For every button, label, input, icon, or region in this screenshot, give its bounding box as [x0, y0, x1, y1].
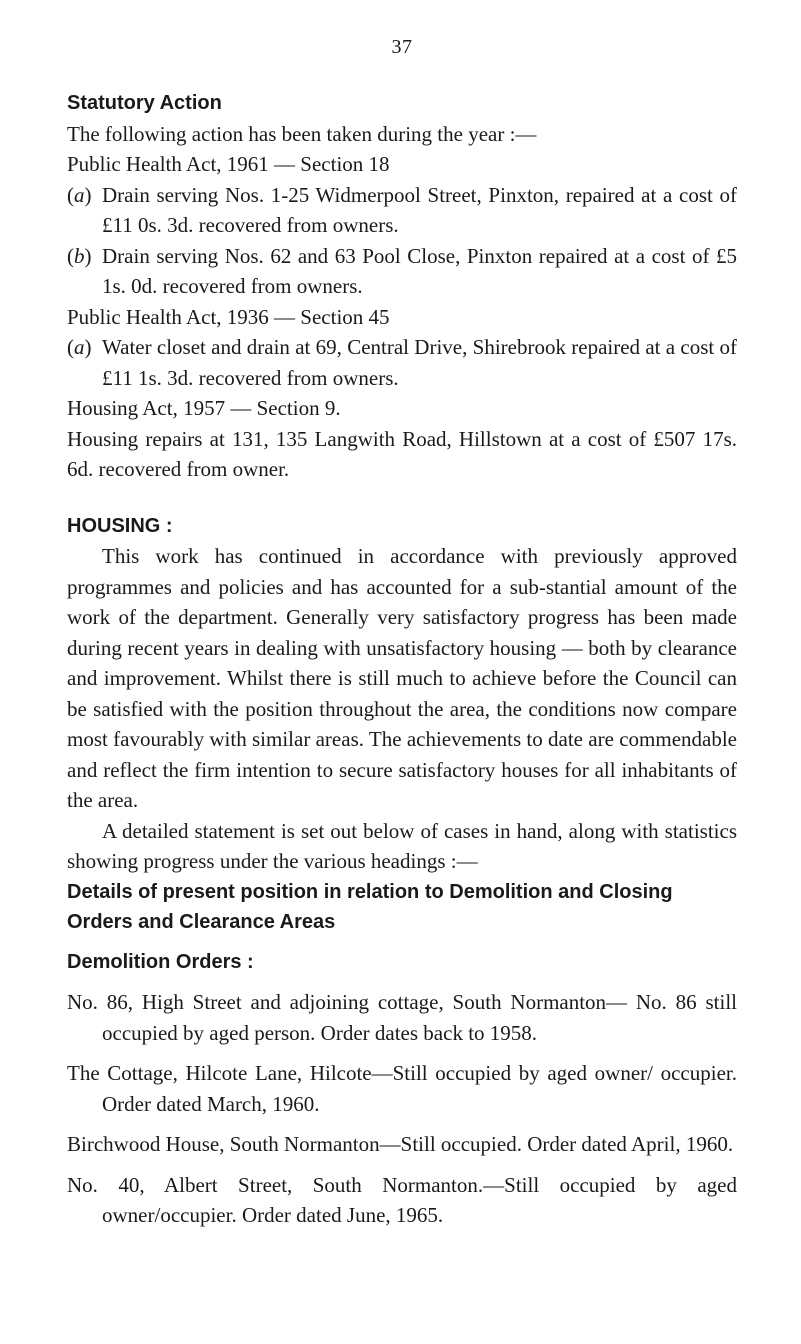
item-marker: (b)	[67, 243, 92, 268]
act-heading-1936: Public Health Act, 1936 — Section 45	[67, 304, 390, 329]
page-number: 37	[391, 36, 413, 58]
act-heading-1961: Public Health Act, 1961 — Section 18	[67, 152, 390, 176]
item-text: Drain serving Nos. 1-25 Widmerpool Street, Pinxton, repaired at a cost of £11 0s. 3d. recovered from owners.	[102, 182, 737, 237]
item-marker: (a)	[67, 335, 92, 359]
demolition-orders-heading: Demolition Orders :	[67, 950, 254, 973]
item-marker: (a)	[67, 182, 92, 207]
list-item	[67, 241, 737, 302]
housing-repairs-text: Housing repairs at 131, 135 Langwith Road, Hillstown at a cost of £507 17s. 6d. recovered from owner.	[67, 426, 737, 481]
statutory-action-heading: Statutory Action	[67, 92, 222, 114]
list-item	[67, 332, 737, 393]
details-heading: Details of present position in relation to Demolition and Closing Orders and Clearance Areas	[67, 880, 673, 933]
housing-heading: HOUSING :	[67, 514, 173, 537]
demolition-order-item: Birchwood House, South Normanton—Still occupied. Order dated April, 1960.	[67, 1132, 734, 1156]
housing-paragraph-1: This work has continued in accordance with previously approved programmes and policies and has accounted for a sub-stantial amount of the work of the department. Generally very satisfactory progress has been made during recent years in dealing with unsatisfactory housing — both by clearance and improvement. Whilst there is still much to achieve before the Council can be satisfied with the position throughout the area, the conditions now compare most favourably with similar areas. The achievements to date are commendable and reflect the firm intention to secure satisfactory houses for all inhabitants of the area.	[67, 544, 737, 812]
item-text: Water closet and drain at 69, Central Drive, Shirebrook repaired at a cost of £11 1s. 3d. recovered from owners.	[102, 335, 737, 390]
demolition-order-item: No. 40, Albert Street, South Normanton.—Still occupied by aged owner/occupier. Order dated June, 1965.	[67, 1172, 737, 1227]
statutory-action-intro: The following action has been taken during the year :—	[67, 121, 537, 146]
list-item	[67, 180, 737, 241]
demolition-order-item: The Cottage, Hilcote Lane, Hilcote—Still occupied by aged owner/ occupier. Order dated March, 1960.	[67, 1061, 737, 1116]
housing-act-heading: Housing Act, 1957 — Section 9.	[67, 396, 341, 420]
housing-paragraph-2: A detailed statement is set out below of cases in hand, along with statistics showing progress under the various headings :—	[67, 818, 737, 873]
page-content	[67, 88, 737, 1231]
item-text: Drain serving Nos. 62 and 63 Pool Close, Pinxton repaired at a cost of £5 1s. 0d. recovered from owners.	[102, 243, 737, 298]
demolition-order-item: No. 86, High Street and adjoining cottage, South Normanton— No. 86 still occupied by aged person. Order dates back to 1958.	[67, 990, 737, 1045]
